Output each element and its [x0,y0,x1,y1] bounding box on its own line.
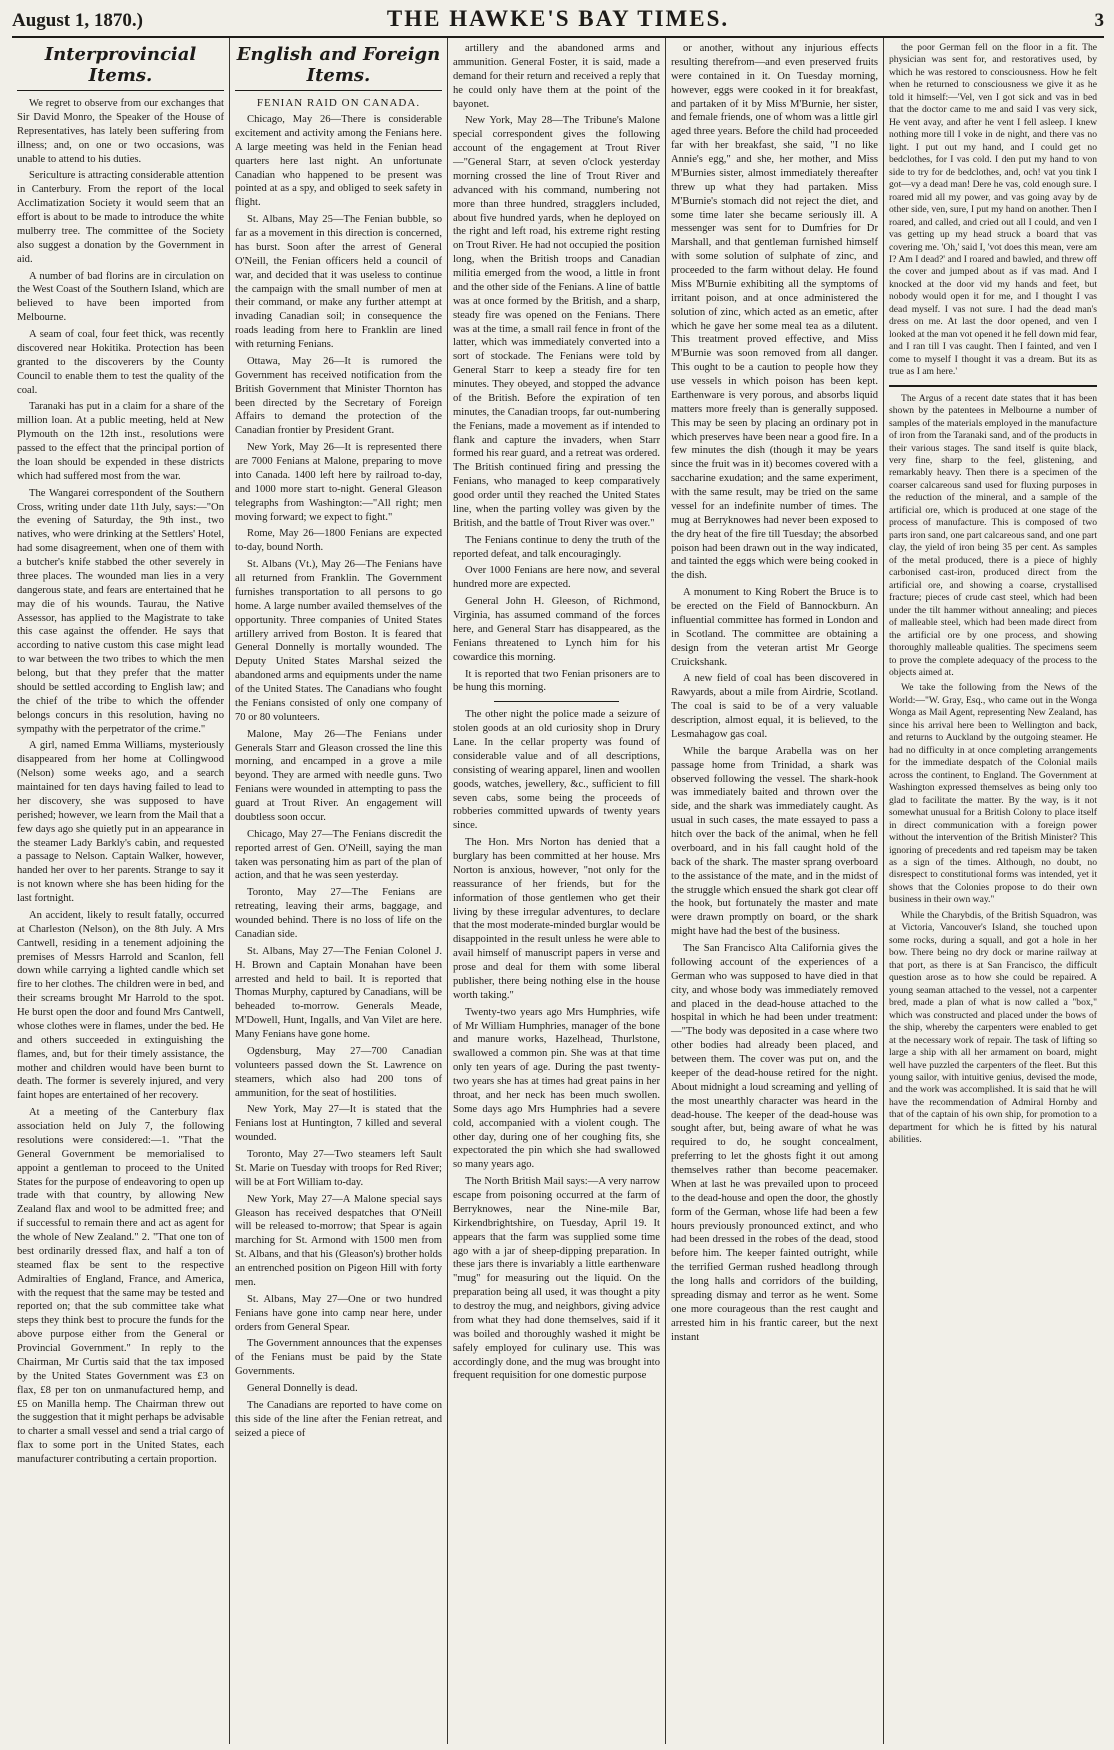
article-paragraph: It is reported that two Fenian prisoners are to be hung this morning. [453,668,660,694]
article-paragraph: Chicago, May 26—There is considerable excitement and activity among the Fenians here. A large meeting was held in the Fenian head quarters here last night. An unfortunate Canadian who happened to be present was pointed at as a spy, and obliged to seek safety in flight. [235,114,442,209]
article-paragraph: New York, May 27—It is stated that the Fenians lost at Huntington, 7 killed and several wounded. [235,1104,442,1144]
article-paragraph: We regret to observe from our exchanges that Sir David Monro, the Speaker of the House of Representatives, has lately been suffering from illness; and, on one or two occasions, was unable to attend to his duties. [17,98,224,165]
article-paragraph: the poor German fell on the floor in a fit. The physician was sent for, and restoratives used, by which he was restored to consciousness. How he felt when he returned to consciousness we give it as he told it himself:—'Vel, ven I got sick and vas in bed that the doctor came to me and said I vas very sick, He vent avay, and after he vent I fell asleep. I knew nothing more till I voke in de night, and there vas no light. I put out my hand, and I could get no bedclothes, for I vas cold. I den put my hand to von side to try for de bedclothes, and, och! vat you tink I got—vy a dead man! Dere he vas, cold enough sure. I roared mid all my power, and vas going avay by de other side, ven, sure, I put my hand on another. Then I roared, and called, and cried out all I could, and ven I vas getting up my head struck a board that vas covering me. 'Oh,' said I, 'vot does this mean, vere am I? Am I dead?' and I roared and bawled, and threw off the cover and jumped about as if vas mad. And I knocked at the door vid my hands and feet, but nobody would open it for me, and I thought I vas dead myself. I vas not sure. I had the dead man's dress on me. At last the door opened, and ven I looked at the man vot opened it he fell down mid fear, and I ran till I vas caught. Then I fainted, and ven I come to myself I thought it vas a dream. But its as true as I am here.' [889,42,1097,378]
article-paragraph: Toronto, May 27—Two steamers left Sault St. Marie on Tuesday with troops for Red River; will be at Fort William to-day. [235,1149,442,1188]
article-paragraph: or another, without any injurious effects resulting therefrom—and even preserved fruits were contained in it. On Tuesday morning, however, eggs were cooked in it for breakfast, and partaken of it by Miss M'Burnie, her sister, and female friends, one of whom was a little girl aged three years. Before the child had proceeded far with her breakfast, she said, "I no like Annie's egg," and she, her mother, and Miss M'Burnies sister, almost immediately thereafter threw up what they had partaken. Miss M'Burnie's stomach did not reject the diet, and some time later she became seriously ill. A messenger was sent for to Dumfries for Dr Marshall, and that gentleman furnished himself with some solution of sulphate of zinc, and proceeded to the farm without delay. He found Miss M'Burnie exhibiting all the symptoms of irritant poison, and at once administered the solution of zinc, which acted as an emetic, after which he gave her some meal tea as a dilutent. This treatment proved effective, and Miss M'Burnie was soon removed from all danger. This ought to be a caution to people how they use vessels in which poison has been kept. Earthenware is very porous, and absorbs liquid matters more freely than is generally supposed. This may be seen by placing an ordinary pot in which preserves have been near a good fire. In a few minutes the dish (though it may be years since the fruit was in it) becomes covered with a saccharine exudation; and the same experiment, with the same result, may be tried on the same vessel for an indefinite number of times. The mug at Berryknowes had never been exposed to the dry heat of the fire till Tuesday; the absorbed poison had been drawn out in the way indicated, and tainted the eggs which were being cooked in the dish. [671,43,878,582]
article-paragraph: Taranaki has put in a claim for a share of the million loan. At a public meeting, held at New Plymouth on the 12th inst., resolutions were passed to the effect that the principal portion of the loan should be expended in these districts which had suffered most from the war. [17,401,224,482]
article-paragraph: Ottawa, May 26—It is rumored the Government has received notification from the British Government that Minister Thornton has been directed by the Secretary of Foreign Affairs to demand the protection of the Canadian frontier by President Grant. [235,355,442,437]
article-paragraph: St. Albans (Vt.), May 26—The Fenians have all returned from Franklin. The Government furnishes transportation to all persons to go home. A large number availed themselves of the opportunity. Three companies of United States artillery arrived from Boston. It is feared that General Donnelly is mortally wounded. The Deputy United States Marshal seized the abandoned arms and equipments under the name of the United States. The Canadians who fought the Fenians consisted of only one company of 70 or 80 volunteers. [235,559,442,723]
article-paragraph: St. Albans, May 27—One or two hundred Fenians have gone into camp near here, under orders from General Spear. [235,1293,442,1333]
article-paragraph: Chicago, May 27—The Fenians discredit the reported arrest of Gen. O'Neill, saying the man taken was personating him as part of the plan of action, and that he was seen yesterday. [235,828,442,882]
page-number: 3 [1094,10,1104,31]
article-paragraph: New York, May 27—A Malone special says Gleason has received despatches that O'Neill will be released to-morrow; that Spear is again marching for St. Armond with 1500 men from St. Albans, and that his (Gleason's) brother holds an entrenched position on Pigeon Hill with forty men. [235,1193,442,1288]
article-paragraph: The North British Mail says:—A very narrow escape from poisoning occurred at the farm of Berryknowes, near the Nine-mile Bar, Kirkendbrightshire, on Tuesday, April 19. It appears that the farm was supplied some time ago with a jar of sheep-dipping preparation. In these jars there is invariably a little earthenware "mug" for measuring out the liquid. On the preparation being all used, it was thought a pity to destroy the mug, and neighbors, giving advice from what they had done themselves, said if it was boiled and thoroughly washed it might be safely employed for culinary use. This was accordingly done, and the mug was brought into frequent requisition for one domestic purpose [453,1176,660,1382]
article-paragraph: The San Francisco Alta California gives the following account of the experiences of a German who was supposed to have died in that city, and whose body was immediately removed and placed in the dead-house attached to the hospital in which he had been under treatment:—"The body was deposited in a case where two other bodies had already been placed, and between them. The cover was put on, and the keeper of the dead-house retired for the night. About midnight a loud screaming and yelling of the most unearthly character was heard in the dead-house. The keeper of the dead-house was sought after, but, being aware of what he was required to do, he sought concealment, preferring to let the ghosts fight it out among themselves rather than become peacemaker. When at last he was prevailed upon to proceed to the dead-house and open the door, the ghostly form of the German, whose life had been a few hours previously pronounced extinct, and who had been dressed in the robes of the dead, stood before him. The keeper fainted outright, while the terrified German rushed headlong through the long halls and corridors of the building, spreading dismay and terror as he went. Some one more courageous than the rest caught and arrested him in his frantic career, but the next instant [671,943,878,1343]
article-paragraph: The Hon. Mrs Norton has denied that a burglary has been committed at her house. Mrs Norton is anxious, however, "not only for the reassurance of her friends, but for the information of those gentlemen who get their living by these irregular adventures, to declare that the most moderate-minded burglar would be disappointed in the result unless he were able to avail himself of manuscript papers in verse and prose and deal for them with some liberal publisher, there being nothing else in the house worth taking." [453,837,660,1001]
columns [12,38,1104,1744]
column-3-body-top [453,42,660,695]
article-paragraph: Toronto, May 27—The Fenians are retreating, leaving their arms, baggage, and wounded behind. There is no loss of life on the Canadian side. [235,887,442,940]
article-paragraph: St. Albans, May 25—The Fenian bubble, so far as a movement in this direction is concerned, has burst. Soon after the arrest of General O'Neill, the Fenian officers held a council of war, and decided that it was useless to continue the campaign with the small number of men at their command, or make any further attempt at invading Canadian soil; in consequence the roads leading from here to Franklin are lined with returning Fenians. [235,214,442,350]
article-paragraph: A number of bad florins are in circulation on the West Coast of the Southern Island, which are believed to have been imported from Melbourne. [17,270,224,324]
column-5-body-bottom [889,393,1097,1147]
article-paragraph: Rome, May 26—1800 Fenians are expected to-day, bound North. [235,528,442,554]
article-paragraph: An accident, likely to result fatally, occurred at Charleston (Nelson), on the 8th July. A Mrs Cantwell, residing in a tenement adjoining the premises of Messrs Harrold and Scanlon, fell down while carrying a lighted candle which set fire to her clothes. The children were in bed, and their screams brought Mr Harrold to the spot. He burst open the door and found Mrs Cantwell, whose clothes were in flames, under the bed. He and others succeeded in extinguishing the flames, and, but for their timely assistance, the mother and children would have been burnt to death. The former is severely injured, and very faint hopes are entertained of her recovery. [17,909,224,1102]
article-subheading: FENIAN RAID ON CANADA. [256,97,421,109]
article-paragraph: At a meeting of the Canterbury flax association held on July 7, the following resolutions were considered:—1. "That the General Government be memorialised to appoint a gentleman to proceed to the United States for the purpose of endeavoring to open up trade with that country, by allowing New Zealand flax and wool to be admitted free; and if successful to remain there and act as agent for the whole of New Zealand." 2. "That one ton of best ordinarily dressed flax, and half a ton of steamed flax be sent to the respective Admiralties of England, France, and America, with the request that the same may be tested and reported on; that the sub committee take what steps they think best to procure the funds for the above purpose either from the General or Provincial Government." In reply to the Chairman, Mr Curtis said that the tax imposed by the United States Government was £3 on flax, £8 per ton on unmanufactured hemp, and £5 on Manilla hemp. The Chairman threw out the suggestion that it might perhaps be advisable to charter a small vessel and send a trial cargo of flax to some port in the United States, each manufacturer contributing a certain proportion. [17,1107,224,1465]
column-3-body-bottom [453,708,660,1383]
section-heading-foreign: English and Foreign Items. [235,44,442,91]
article-paragraph: We take the following from the News of the World:—"W. Gray, Esq., who came out in the Wonga Wonga as Mail Agent, representing New Zealand, has since his arrival here been to Wellington and back, and returns to Auckland by the outgoing steamer. He had no difficulty in at once completing arrangements for the immediate despatch of the Colonial mails across the continent, to England. The Government at Washington expressed themselves as being only too glad to facilitate the matter. By the way, is it not somewhat unusual for a British Colony to place itself in direct communication with a foreign power without the intervention of the British Minister? This ignoring of precedents and red tapeism may be taken as a sign of the times. Although, no doubt, no disrespect to constitutional forms was intended, yet it shows that the Colonies propose to do their own business in their own way." [889,682,1097,906]
section-heading-interprovincial: Interprovincial Items. [17,44,224,91]
column-2-body [235,113,442,1441]
article-paragraph: Twenty-two years ago Mrs Humphries, wife of Mr William Humphries, manager of the bone and manure works, Hazelhead, Thurlstone, swallowed a common pin. She was at that time only ten years of age. During the past twenty-two years she has at times had great pains in her throat, and her neck has been much swollen. Some days ago Mrs Humphries had a severe cold, accompanied with a violent cough. The other day, during one of her coughing fits, she expectorated the pin which she had swallowed so many years ago. [453,1006,660,1171]
article-paragraph: The Wangarei correspondent of the Southern Cross, writing under date 11th July, says:—"On the evening of Saturday, the 9th inst., two natives, who were drinking at the Settlers' Hotel, had some disagreement, when one of them with a butcher's knife stabbed the other severely in three places. The wounded man lies in a very dangerous state, and fears are entertained that he may die of his wounds. Taurau, the Native Assessor, has applied to the Magistrate to take this case against the offender. He says that according to native custom this case might lead to war between the two tribes to which the men belong, but that they prefer that the matter should be settled according to English law; and the chief of the tribe to which the offender belongs concurs in this resolution, having no sympathy with the perpetrator of the crime." [17,487,224,735]
article-paragraph: Ogdensburg, May 27—700 Canadian volunteers passed down the St. Lawrence on steamers, which also had 200 tons of ammunition, for the seat of hostilities. [235,1045,442,1099]
article-paragraph: New York, May 28—The Tribune's Malone special correspondent gives the following account of the engagement at Trout River—"General Starr, at seven o'clock yesterday morning crossed the line of Trout River and advanced with his command, numbering not more than three hundred, stragglers included, about five hundred yards, when he deployed on the right and left road, his extreme right resting on Trout River. He had not occupied the position long, when the British troops and Canadian militia emerged from the wood, a little in front and the other side of the Fenians. A line of battle was at once formed by the British, and a sharp, steady fire was opened on the Fenians. There was at the time, a small rail fence in front of the latter, which was immediately converted into a sort of stockade. The Fenians were told by General Starr to keep a steady fire for ten minutes. They obeyed, and stopped the advance of the British. Before the expiration of ten minutes, the Canadian troops, far out-numbering the Fenians, made a movement as if intended to flank and capture the invaders, when Starr formed his rear guard, and a retreat was ordered. The British continued firing and pressing the Fenians, who managed to keep comparatively good order until they reached the United States line, when the parting volley was given by the British, and the battle of Trout River was over." [453,115,660,529]
issue-date: August 1, 1870.) [12,10,143,31]
article-divider [494,701,618,702]
article-paragraph: The Government announces that the expenses of the Fenians must be paid by the State Governments. [235,1338,442,1378]
article-paragraph: The other night the police made a seizure of stolen goods at an old curiosity shop in Drury Lane. In the cellar property was found of considerable value and of all descriptions, consisting of wearing apparel, linen and woollen goods, watches, jewellery, &c., sufficient to fill seven cabs, some being the proceeds of robberies committed upwards of twenty years since. [453,709,660,832]
column-1-body [17,97,224,1467]
column-2 [230,38,448,1744]
article-paragraph: While the barque Arabella was on her passage home from Trinidad, a shark was observed following the vessel. The shark-hook was immediately baited and thrown over the side, and the shark was immediately caught. As usual in such cases, the mate essayed to pass a hitch over the back of the animal, when he fell overboard, and in his fall caught hold of the back of the shark. The master sprang overboard to the assistance of the mate, and in the midst of the struggle which ensued the shark got clear off the hook, but fortunately the master and mate were drawn promptly on board, or the shark might have had the best of the business. [671,745,878,938]
article-paragraph: A new field of coal has been discovered in Rawyards, about a mile from Airdrie, Scotland. The coal is said to be of a very valuable description, almost equal, it is believed, to the Lesmahagow gas coal. [671,673,878,740]
article-paragraph: A monument to King Robert the Bruce is to be erected on the Field of Bannockburn. An influential committee has formed in London and in Scotland. The committee are obtaining a design from the veteran artist Mr George Cruickshank. [671,587,878,668]
column-1 [12,38,230,1744]
article-paragraph: The Canadians are reported to have come on this side of the line after the Fenian retreat, and seized a piece of [235,1399,442,1439]
article-paragraph: While the Charybdis, of the British Squadron, was at Victoria, Vancouver's Island, she touched upon some rocks, during a squall, and got a hole in her bow. There being no dry dock or marine railway at that port, as there is at San Francisco, the difficult question arose as to how she could be repaired. A young seaman attached to the vessel, not a carpenter bred, made a plan of what is now called a "box," which was constructed and placed under the bows of the ship, whereby the carpenters were enabled to get at the necessary work of repair. The task of lifting so large a ship with all her armament on board, might well have puzzled the carpenters of the fleet. But this young sailor, with intuitive genius, devised the mode, and the work was accomplished. It is said that he will have the recommendation of Admiral Hornby and that of the captain of his own ship, for promotion to a department for which he is fitted by his natural abilities. [889,909,1097,1146]
column-3 [448,38,666,1744]
article-paragraph: General John H. Gleeson, of Richmond, Virginia, has assumed command of the forces here, and General Starr has disappeared, as the Fenians threatened to Lynch him for his cowardice this morning. [453,596,660,663]
article-paragraph: Sericulture is attracting considerable attention in Canterbury. From the report of the local Acclimatization Society it would seem that an effort is about to be made to introduce the white mulberry tree. The committee of the Society also suggest a donation by the Government in aid. [17,170,224,265]
article-paragraph: New York, May 26—It is represented there are 7000 Fenians at Malone, preparing to move into Canada. 1400 left here by railroad to-day, and 1000 more start to-night. General Gleason telegraphs from Washington:—"All right; men moving forward; we expect to fight." [235,442,442,523]
masthead [12,6,1104,38]
article-paragraph: A girl, named Emma Williams, mysteriously disappeared from her home at Collingwood (Nelson) some weeks ago, and a search maintained for ten days having failed to lead to her discovery, she was supposed to have perished; however, we learn from the Mail that a few days ago she quietly put in an appearance in the steamer Lady Barkly's cabin, and requested a passage to Nelson. Captain Walker, however, handed her over to her parents. Strange to say it is not known where she has been hiding for the last fortnight. [17,740,224,904]
newspaper-title: THE HAWKE'S BAY TIMES. [386,6,730,31]
column-5-body-top [889,42,1097,379]
article-paragraph: artillery and the abandoned arms and ammunition. General Foster, it is said, made a demand for their return and received a reply that he could only have them at the point of the bayonet. [453,43,660,110]
article-paragraph: The Fenians continue to deny the truth of the reported defeat, and talk encouragingly. [453,534,660,560]
article-divider [889,385,1097,387]
article-paragraph: General Donnelly is dead. [247,1383,358,1394]
column-4-body [671,42,878,1344]
article-paragraph: A seam of coal, four feet thick, was recently discovered near Hokitika. Protection has been granted to the discoverers by the County Council to enable them to test the quality of the coal. [17,329,224,396]
article-paragraph: St. Albans, May 27—The Fenian Colonel J. H. Brown and Captain Monahan have been arrested and held to bail. It is reported that Thomas Murphy, captured by Canadians, will be beheaded to-morrow. Generals Meade, M'Dowell, Hunt, Ingalls, and Van Vilet are here. Many Fenians have gone home. [235,945,442,1040]
article-paragraph: Malone, May 26—The Fenians under Generals Starr and Gleason crossed the line this morning, and encamped in a grove a mile beyond. They are armed with needle guns. Two Fenians were wounded in attempting to pass the guard at Trout River. An engagement will doubtless soon occur. [235,728,442,823]
column-5 [884,38,1102,1744]
article-paragraph: The Argus of a recent date states that it has been shown by the patentees in Melbourne a number of samples of the materials employed in the manufacture of iron from the Taranaki sand, and of the products in their various stages. The sand itself is quite black, very fine, sharp to the feel, glistening, and remarkably heavy. Then there is a specimen of the coarser calcareous sand used for fluxing purposes in the reduction of the mineral, and a sample of the artificial ore, which is produced at one stage of the process of manufacture. This is composed of two parts iron sand, one part calcareous sand, and one part clay, the yield of iron being 35 per cent. As samples of the metal produced, there is a piece of highly carbonised cast-iron, produced direct from the artificial ore, and showing a coarse, crystallised fracture; pieces of crude cast steel, which had been under the tilt hammer without annealing; and pieces of malleable steel, which had been made direct from the artificial ore by one process, and showing thoroughly malleable qualities. The specimens seem to prove the complete adequacy of the process to the objects aimed at. [889,392,1097,678]
column-4 [666,38,884,1744]
article-paragraph: Over 1000 Fenians are here now, and several hundred more are expected. [453,565,660,591]
